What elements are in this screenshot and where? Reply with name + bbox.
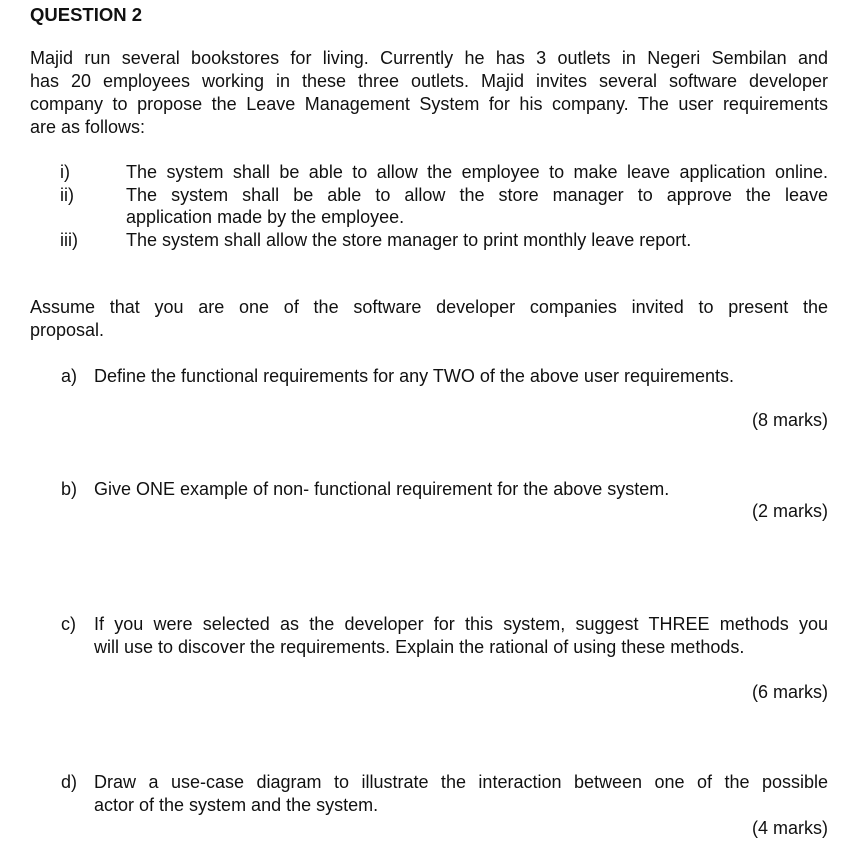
assume-line: Assume that you are one of the software developer companies invited to present the: [30, 297, 828, 317]
intro-line: are as follows:: [30, 117, 146, 137]
requirement-number: ii): [60, 185, 74, 205]
intro-line: Majid run several bookstores for living. Currently he has 3 outlets in Negeri Sembilan and: [30, 48, 828, 68]
part-text: Draw a use-case diagram to illustrate the interaction between one of the possible: [94, 772, 828, 792]
requirement-text: application made by the employee.: [126, 207, 405, 227]
intro-line: company to propose the Leave Management System for his company. The user requirements: [30, 94, 828, 114]
part-letter: d): [61, 772, 78, 792]
part-text: Define the functional requirements for any TWO of the above user requirements.: [94, 366, 734, 386]
part-marks: (6 marks): [752, 682, 828, 702]
part-letter: b): [61, 479, 78, 499]
part-letter: a): [61, 366, 78, 386]
part-letter: c): [61, 614, 76, 634]
part-marks: (4 marks): [752, 818, 828, 838]
question-title: QUESTION 2: [30, 4, 143, 25]
requirement-text: The system shall be able to allow the store manager to approve the leave: [126, 185, 828, 205]
part-text: If you were selected as the developer for this system, suggest THREE methods you: [94, 614, 828, 634]
intro-line: has 20 employees working in these three outlets. Majid invites several software developer: [30, 71, 828, 91]
requirement-text: The system shall be able to allow the employee to make leave application online.: [126, 162, 828, 182]
part-marks: (2 marks): [752, 501, 828, 521]
part-text: actor of the system and the system.: [94, 795, 379, 815]
requirement-number: iii): [60, 230, 78, 250]
part-text: Give ONE example of non- functional requirement for the above system.: [94, 479, 670, 499]
requirement-number: i): [60, 162, 70, 182]
requirement-text: The system shall allow the store manager to print monthly leave report.: [126, 230, 692, 250]
part-text: will use to discover the requirements. Explain the rational of using these methods.: [94, 637, 745, 657]
assume-line: proposal.: [30, 320, 105, 340]
part-marks: (8 marks): [752, 410, 828, 430]
